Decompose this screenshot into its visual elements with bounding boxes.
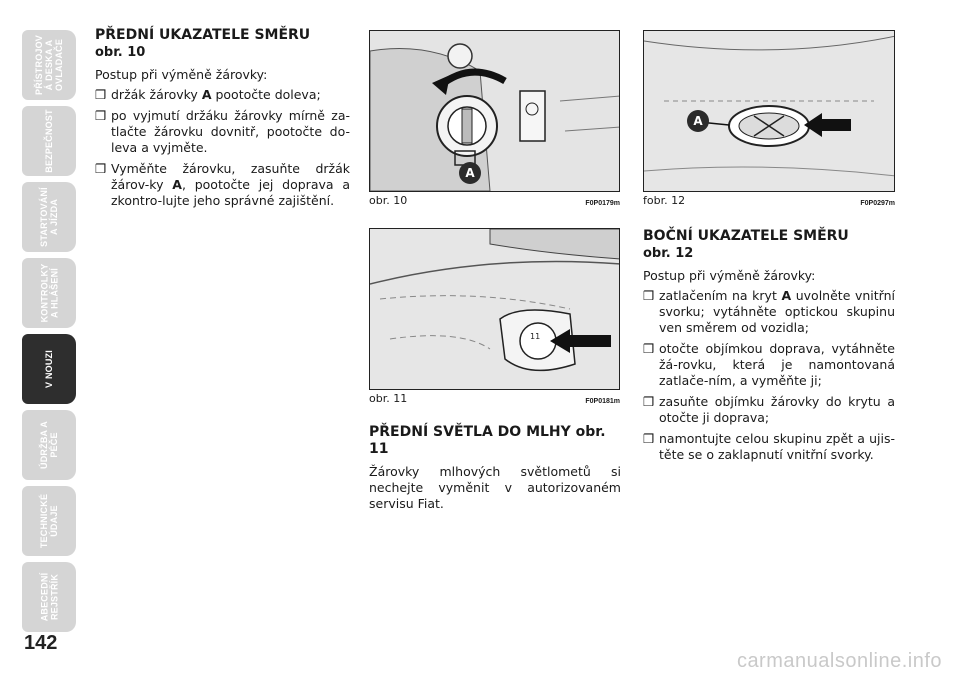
figure-code: F0P0179m bbox=[585, 200, 620, 207]
figure-12-caption bbox=[643, 194, 895, 207]
tab-abecedni-rejstrik[interactable] bbox=[22, 562, 76, 632]
list-item: ❒ zasuňte objímku žárovky do krytu a otočte ji doprava; bbox=[643, 394, 895, 425]
bullet-icon: ❒ bbox=[95, 161, 107, 176]
section-fog-lights bbox=[369, 424, 621, 512]
section-intro: Postup při výměně žárovky: bbox=[643, 268, 816, 283]
bullet-icon: ❒ bbox=[95, 87, 107, 102]
headlight-rear-illustration bbox=[370, 31, 620, 191]
side-indicator-illustration bbox=[644, 31, 895, 191]
list-item: ❒ zatlačením na kryt A uvolněte vnitřní svorku; vytáhněte optickou skupinu ven směrem od vozidla; bbox=[643, 288, 895, 335]
tab-label: TECHNICKÉ ÚDAJE bbox=[39, 493, 59, 549]
figure-label: fobr. 12 bbox=[643, 194, 686, 207]
tab-technicke-udaje[interactable] bbox=[22, 486, 76, 556]
figure-label: obr. 10 bbox=[369, 194, 408, 207]
section-heading: BOČNÍ UKAZATELE SMĚRU bbox=[643, 228, 849, 244]
tab-kontrolky[interactable] bbox=[22, 258, 76, 328]
tab-label: BEZPEČNOST bbox=[44, 109, 55, 173]
list-item: ❒ Vyměňte žárovku, zasuňte držák žárov-ky A, pootočte jej doprava a zkontro-lujte jeho správné zajištění. bbox=[95, 161, 350, 208]
page-number: 142 bbox=[24, 632, 58, 654]
steps-list bbox=[95, 87, 350, 209]
marker-a-badge: A bbox=[687, 110, 709, 132]
tab-startovani[interactable] bbox=[22, 182, 76, 252]
tab-label: KONTROLKY A HLÁŠENÍ bbox=[39, 263, 59, 323]
figure-code: F0P0297m bbox=[860, 200, 895, 207]
figure-11-caption bbox=[369, 392, 620, 405]
tab-pristrojova-deska[interactable] bbox=[22, 30, 76, 100]
tab-bezpecnost[interactable] bbox=[22, 106, 76, 176]
section-intro: Postup při výměně žárovky: bbox=[95, 67, 268, 82]
section-side-indicators bbox=[643, 228, 895, 468]
figure-10 bbox=[369, 30, 620, 207]
figure-code: F0P0181m bbox=[585, 398, 620, 405]
bullet-icon: ❒ bbox=[643, 394, 655, 409]
section-heading: PŘEDNÍ SVĚTLA DO MLHY obr. 11 bbox=[369, 424, 606, 457]
list-item: ❒ namontujte celou skupinu zpět a ujis-těte se o zaklapnutí vnitřní svorky. bbox=[643, 431, 895, 462]
section-front-indicators bbox=[95, 27, 350, 214]
figure-11 bbox=[369, 228, 620, 405]
steps-list bbox=[643, 288, 895, 463]
bullet-icon: ❒ bbox=[643, 288, 655, 303]
list-item: ❒ po vyjmutí držáku žárovky mírně za-tlačte žárovku dovnitř, pootočte do-leva a vyjměte. bbox=[95, 108, 350, 155]
tab-label: ÚDRŽBA A PÉČE bbox=[39, 421, 59, 469]
figure-10-caption bbox=[369, 194, 620, 207]
tab-label: ABECEDNÍ REJSTŘÍK bbox=[38, 572, 59, 622]
section-fig-ref: obr. 10 bbox=[95, 45, 146, 60]
section-heading: PŘEDNÍ UKAZATELE SMĚRU bbox=[95, 27, 311, 43]
bullet-icon: ❒ bbox=[643, 431, 655, 446]
tab-label: V NOUZI bbox=[44, 350, 54, 388]
figure-label: obr. 11 bbox=[369, 392, 408, 405]
tab-udrzba[interactable] bbox=[22, 410, 76, 480]
fog-light-marking: 11 bbox=[530, 332, 541, 341]
list-item: ❒ otočte objímkou doprava, vytáhněte žá-rovku, která je namontovaná zatlače-ním, a vyměňte ji; bbox=[643, 341, 895, 388]
tab-v-nouzi[interactable] bbox=[22, 334, 76, 404]
watermark: carmanualsonline.info bbox=[736, 650, 942, 672]
marker-a-badge: A bbox=[459, 162, 481, 184]
figure-12 bbox=[643, 30, 895, 207]
tab-label: STARTOVÁNÍ A JÍZDA bbox=[39, 187, 60, 247]
figure-10-illustration bbox=[369, 30, 620, 192]
list-item: ❒ držák žárovky A pootočte doleva; bbox=[95, 87, 321, 102]
section-text: Žárovky mlhových světlometů si nechejte vyměnit v autorizovaném servisu Fiat. bbox=[369, 464, 621, 511]
bullet-icon: ❒ bbox=[643, 341, 655, 356]
figure-12-illustration bbox=[643, 30, 895, 192]
section-fig-ref: obr. 12 bbox=[643, 246, 694, 261]
tab-label: PŘÍSTROJOV Á DESKA A OVLADAČE bbox=[34, 34, 65, 96]
fog-light-illustration bbox=[370, 229, 620, 389]
bullet-icon: ❒ bbox=[95, 108, 107, 123]
figure-11-illustration bbox=[369, 228, 620, 390]
